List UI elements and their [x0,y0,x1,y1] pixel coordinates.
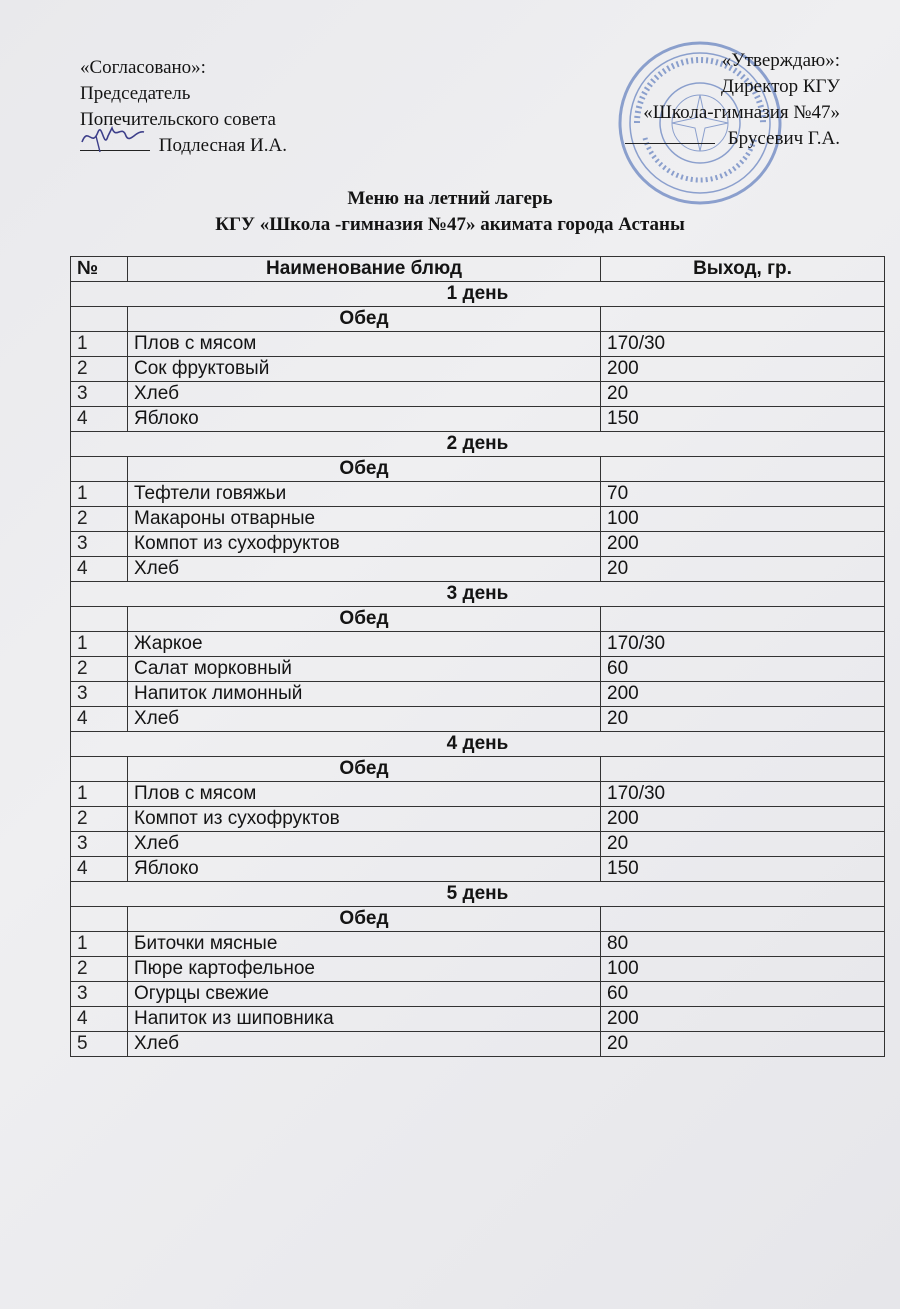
item-name: Яблоко [128,857,601,882]
table-header-row [71,257,885,282]
table-row [71,782,885,807]
col-header-output: Выход, гр. [601,257,885,282]
meal-row [71,907,885,932]
item-number: 3 [71,382,128,407]
item-number: 1 [71,332,128,357]
day-row [71,732,885,757]
approval-block-left [80,55,287,159]
meal-empty-cell [601,607,885,632]
item-output: 20 [601,1032,885,1057]
item-name: Напиток лимонный [128,682,601,707]
meal-empty-cell [601,307,885,332]
menu-table-body [71,282,885,1057]
item-name: Плов с мясом [128,332,601,357]
item-output: 170/30 [601,332,885,357]
document-title [0,186,900,238]
meal-label: Обед [128,607,601,632]
meal-label: Обед [128,307,601,332]
meal-label: Обед [128,907,601,932]
approval-left-signer: Подлесная И.А. [158,135,287,156]
item-number: 4 [71,557,128,582]
table-row [71,532,885,557]
item-name: Хлеб [128,557,601,582]
approval-right-line1: «Утверждаю»: [721,50,840,71]
item-name: Компот из сухофруктов [128,532,601,557]
col-header-name: Наименование блюд [128,257,601,282]
table-row [71,1007,885,1032]
item-output: 170/30 [601,632,885,657]
approval-right-line3: «Школа-гимназия №47» [643,102,840,123]
item-output: 150 [601,857,885,882]
item-output: 80 [601,932,885,957]
day-label: 5 день [71,882,885,907]
table-row [71,857,885,882]
day-row [71,432,885,457]
title-line1: Меню на летний лагерь [347,188,553,209]
item-output: 200 [601,682,885,707]
item-output: 100 [601,957,885,982]
item-name: Хлеб [128,1032,601,1057]
approval-left-line1: «Согласовано»: [80,57,206,78]
approval-right-line2: Директор КГУ [721,76,840,97]
table-row [71,557,885,582]
item-name: Жаркое [128,632,601,657]
meal-row [71,307,885,332]
title-line2: КГУ «Школа -гимназия №47» акимата города Астаны [215,214,685,235]
item-number: 1 [71,632,128,657]
approval-right-signature-row [625,126,840,152]
item-name: Тефтели говяжьи [128,482,601,507]
item-output: 20 [601,707,885,732]
table-row [71,657,885,682]
table-row [71,682,885,707]
meal-label: Обед [128,757,601,782]
approval-right-signer: Брусевич Г.А. [727,128,840,149]
signature-line [625,129,715,144]
item-number: 3 [71,532,128,557]
table-row [71,982,885,1007]
item-name: Хлеб [128,832,601,857]
item-output: 100 [601,507,885,532]
table-row [71,957,885,982]
item-number: 4 [71,857,128,882]
meal-row [71,757,885,782]
item-number: 4 [71,407,128,432]
day-label: 1 день [71,282,885,307]
item-name: Компот из сухофруктов [128,807,601,832]
meal-empty-cell [71,457,128,482]
item-name: Сок фруктовый [128,357,601,382]
table-row [71,382,885,407]
table-row [71,507,885,532]
item-number: 5 [71,1032,128,1057]
item-name: Биточки мясные [128,932,601,957]
table-row [71,332,885,357]
item-name: Плов с мясом [128,782,601,807]
day-label: 3 день [71,582,885,607]
table-row [71,357,885,382]
table-row [71,807,885,832]
table-row [71,707,885,732]
item-number: 1 [71,482,128,507]
meal-empty-cell [601,757,885,782]
signature-line [80,136,150,151]
item-number: 4 [71,1007,128,1032]
table-row [71,832,885,857]
item-output: 200 [601,807,885,832]
item-output: 60 [601,657,885,682]
item-name: Яблоко [128,407,601,432]
item-name: Огурцы свежие [128,982,601,1007]
meal-label: Обед [128,457,601,482]
table-row [71,482,885,507]
col-header-num: № [71,257,128,282]
approval-block-right [625,48,840,152]
table-row [71,932,885,957]
signature-scribble-icon [78,118,148,154]
table-row [71,1032,885,1057]
item-output: 150 [601,407,885,432]
item-number: 2 [71,807,128,832]
item-number: 3 [71,832,128,857]
item-output: 20 [601,557,885,582]
meal-empty-cell [601,457,885,482]
item-number: 2 [71,657,128,682]
day-label: 4 день [71,732,885,757]
item-number: 2 [71,357,128,382]
day-label: 2 день [71,432,885,457]
item-number: 2 [71,957,128,982]
item-output: 20 [601,382,885,407]
day-row [71,882,885,907]
approval-left-line2: Председатель [80,83,191,104]
item-name: Макароны отварные [128,507,601,532]
item-name: Салат морковный [128,657,601,682]
meal-empty-cell [71,307,128,332]
item-output: 200 [601,532,885,557]
item-number: 3 [71,682,128,707]
table-row [71,407,885,432]
table-row [71,632,885,657]
item-name: Хлеб [128,707,601,732]
item-output: 200 [601,1007,885,1032]
item-output: 70 [601,482,885,507]
item-output: 60 [601,982,885,1007]
day-row [71,282,885,307]
item-number: 1 [71,782,128,807]
item-number: 3 [71,982,128,1007]
day-row [71,582,885,607]
item-number: 1 [71,932,128,957]
meal-row [71,607,885,632]
approval-left-signature-row [80,133,287,159]
item-name: Пюре картофельное [128,957,601,982]
item-output: 200 [601,357,885,382]
item-output: 170/30 [601,782,885,807]
meal-empty-cell [71,907,128,932]
item-name: Напиток из шиповника [128,1007,601,1032]
item-number: 4 [71,707,128,732]
meal-row [71,457,885,482]
approval-left-line3: Попечительского совета [80,109,276,130]
meal-empty-cell [71,607,128,632]
menu-table [70,256,885,1057]
item-output: 20 [601,832,885,857]
meal-empty-cell [601,907,885,932]
item-number: 2 [71,507,128,532]
item-name: Хлеб [128,382,601,407]
meal-empty-cell [71,757,128,782]
